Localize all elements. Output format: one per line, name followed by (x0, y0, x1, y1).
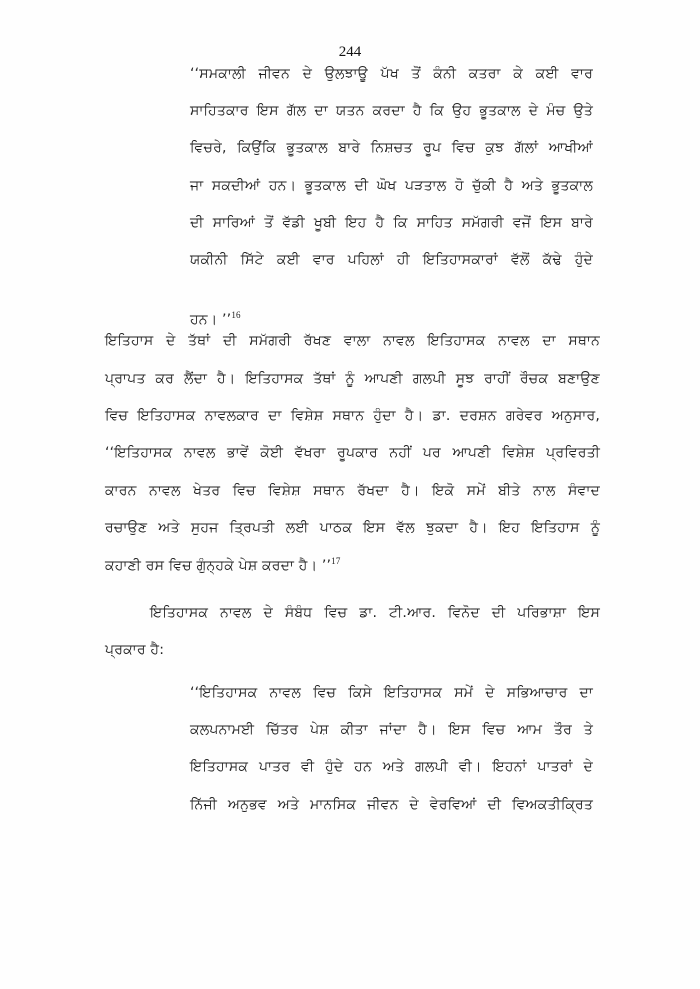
body-line: ਪ੍ਰਾਪਤ ਕਰ ਲੈਂਦਾ ਹੈ। ਇਤਿਹਾਸਕ ਤੱਥਾਂ ਨੂੰ ਆਪਣੀ ਗਲਪੀ ਸੂਝ ਰਾਹੀਂ ਰੌਚਕ ਬਣਾਉਣ (105, 371, 600, 387)
quote-line: ਸਾਹਿਤਕਾਰ ਇਸ ਗੱਲ ਦਾ ਯਤਨ ਕਰਦਾ ਹੈ ਕਿ ਉਹ ਭੂਤਕਾਲ ਦੇ ਮੰਚ ਉਤੇ (190, 103, 593, 119)
quote-line: ਨਿੱਜੀ ਅਨੁਭਵ ਅਤੇ ਮਾਨਸਿਕ ਜੀਵਨ ਦੇ ਵੇਰਵਿਆਂ ਦੀ ਵਿਅਕਤੀਕ੍ਰਿਤ (190, 797, 593, 813)
footnote-ref: 17 (331, 556, 341, 566)
quote-line-last (190, 310, 593, 330)
body-line: ਰਚਾਉਣ ਅਤੇ ਸੁਹਜ ਤ੍ਰਿਪਤੀ ਲਈ ਪਾਠਕ ਇਸ ਵੱਲ ਝੁਕਦਾ ਹੈ। ਇਹ ਇਤਿਹਾਸ ਨੂੰ (105, 520, 600, 536)
quote-line: ‘‘ਇਤਿਹਾਸਕ ਨਾਵਲ ਵਿਚ ਕਿਸੇ ਇਤਿਹਾਸਕ ਸਮੇਂ ਦੇ ਸਭਿਆਚਾਰ ਦਾ (190, 685, 593, 701)
body-line-indented: ਇਤਿਹਾਸਕ ਨਾਵਲ ਦੇ ਸੰਬੰਧ ਵਿਚ ਡਾ. ਟੀ.ਆਰ. ਵਿਨੋਦ ਦੀ ਪਰਿਭਾਸ਼ਾ ਇਸ (150, 605, 600, 621)
page-number: 244 (338, 44, 362, 60)
quote-line: ਜਾ ਸਕਦੀਆਂ ਹਨ। ਭੂਤਕਾਲ ਦੀ ਘੋਖ ਪੜਤਾਲ ਹੋ ਚੁੱਕੀ ਹੈ ਅਤੇ ਭੂਤਕਾਲ (190, 178, 593, 194)
body-line: ਇਤਿਹਾਸ ਦੇ ਤੱਥਾਂ ਦੀ ਸਮੱਗਰੀ ਰੱਖਣ ਵਾਲਾ ਨਾਵਲ ਇਤਿਹਾਸਕ ਨਾਵਲ ਦਾ ਸਥਾਨ (105, 333, 600, 349)
body-line: ‘‘ਇਤਿਹਾਸਕ ਨਾਵਲ ਭਾਵੇਂ ਕੋਈ ਵੱਖਰਾ ਰੂਪਕਾਰ ਨਹੀਂ ਪਰ ਆਪਣੀ ਵਿਸ਼ੇਸ਼ ਪ੍ਰਵਿਰਤੀ (105, 445, 600, 461)
body-line: ਵਿਚ ਇਤਿਹਾਸਕ ਨਾਵਲਕਾਰ ਦਾ ਵਿਸ਼ੇਸ਼ ਸਥਾਨ ਹੁੰਦਾ ਹੈ। ਡਾ. ਦਰਸ਼ਨ ਗਰੇਵਰ ਅਨੁਸਾਰ, (105, 408, 600, 424)
quote-line: ‘‘ਸਮਕਾਲੀ ਜੀਵਨ ਦੇ ਉਲਝਾਊ ਪੱਖ ਤੋਂ ਕੰਨੀ ਕਤਰਾ ਕੇ ਕਈ ਵਾਰ (190, 66, 593, 82)
body-line-last (105, 556, 600, 576)
quote-text: ਹਨ। ’’ (190, 312, 232, 328)
quote-line: ਯਕੀਨੀ ਸਿੱਟੇ ਕਈ ਵਾਰ ਪਹਿਲਾਂ ਹੀ ਇਤਿਹਾਸਕਾਰਾਂ ਵੱਲੋਂ ਕੱਢੇ ਹੁੰਦੇ (190, 252, 593, 268)
body-line-last: ਪ੍ਰਕਾਰ ਹੈ: (105, 642, 165, 658)
body-line: ਕਾਰਨ ਨਾਵਲ ਖੇਤਰ ਵਿਚ ਵਿਸ਼ੇਸ਼ ਸਥਾਨ ਰੱਖਦਾ ਹੈ। ਇਕੋ ਸਮੇਂ ਬੀਤੇ ਨਾਲ ਸੰਵਾਦ (105, 483, 600, 499)
quote-line: ਕਲਪਨਾਮਈ ਚਿੱਤਰ ਪੇਸ਼ ਕੀਤਾ ਜਾਂਦਾ ਹੈ। ਇਸ ਵਿਚ ਆਮ ਤੌਰ ਤੇ (190, 722, 593, 738)
body-text: ਕਹਾਣੀ ਰਸ ਵਿਚ ਗੁੰਨ੍ਹਕੇ ਪੇਸ਼ ਕਰਦਾ ਹੈ। ’’ (105, 558, 332, 574)
quote-line: ਵਿਚਰੇ, ਕਿਉਂਕਿ ਭੂਤਕਾਲ ਬਾਰੇ ਨਿਸ਼ਚਤ ਰੂਪ ਵਿਚ ਕੁਝ ਗੱਲਾਂ ਆਖੀਆਂ (190, 140, 593, 156)
quote-line: ਇਤਿਹਾਸਕ ਪਾਤਰ ਵੀ ਹੁੰਦੇ ਹਨ ਅਤੇ ਗਲਪੀ ਵੀ। ਇਹਨਾਂ ਪਾਤਰਾਂ ਦੇ (190, 759, 593, 775)
footnote-ref: 16 (231, 310, 241, 320)
quote-line: ਦੀ ਸਾਰਿਆਂ ਤੋਂ ਵੱਡੀ ਖੂਬੀ ਇਹ ਹੈ ਕਿ ਸਾਹਿਤ ਸਮੱਗਰੀ ਵਜੋਂ ਇਸ ਬਾਰੇ (190, 215, 593, 231)
